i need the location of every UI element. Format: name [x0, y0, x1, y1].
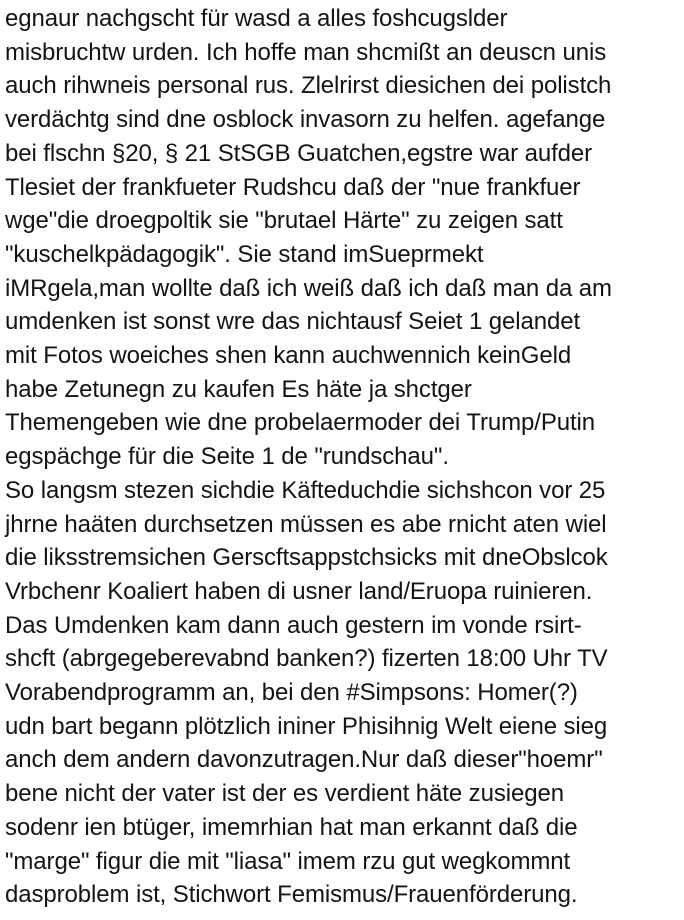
text-line: Tlesiet der frankfueter Rudshcu daß der "nue frankfuer [5, 173, 581, 201]
text-line: umdenken ist sonst wre das nichtausf Seiet 1 gelandet [5, 308, 581, 336]
text-line: die liksstremsichen Gerscftsappstchsicks mit dneObslcok [5, 544, 608, 572]
text-line: egspächge für die Seite 1 de "rundschau". [5, 443, 449, 471]
text-line: egnaur nachgscht für wasd a alles foshcugslder [5, 5, 508, 32]
text-line: shcft (abrgegeberevabnd banken?) fizerten 18:00 Uhr TV [5, 645, 608, 673]
text-line: mit Fotos woeiches shen kann auchwennich keinGeld [5, 342, 572, 370]
text-line: "marge" figur die mit "liasa" imem rzu gut wegkommnt [5, 847, 571, 875]
text-line: "kuschelkpädagogik". Sie stand imSueprmekt [5, 240, 484, 268]
text-line: habe Zetunegn zu kaufen Es häte ja shctger [5, 375, 472, 403]
text-line: anch dem andern davonzutragen.Nur daß dieser"hoemr" [5, 746, 603, 774]
text-line: sodenr ien btüger, imemrhian hat man erkannt daß die [5, 813, 578, 841]
text-line: Das Umdenken kam dann auch gestern im vonde rsirt- [5, 611, 582, 639]
text-line: Themengeben wie dne probelaermoder dei Trump/Putin [5, 409, 596, 437]
text-line: auch rihwneis personal rus. Zlelrirst diesichen dei polistch [5, 72, 612, 100]
text-line: iMRgela,man wollte daß ich weiß daß ich daß man da am [5, 274, 612, 302]
text-line: Vrbchenr Koaliert haben di usner land/Eruopa ruinieren. [5, 577, 593, 605]
text-line: bei flschn §20, § 21 StSGB Guatchen,egstre war aufder [5, 139, 593, 167]
text-line: misbruchtw urden. Ich hoffe man shcmißt an deuscn unis [5, 38, 607, 66]
text-line: So langsm stezen sichdie Käfteduchdie sichshcon vor 25 [5, 476, 606, 504]
text-line: udn bart begann plötzlich ininer Phisihnig Welt eiene sieg [5, 712, 608, 740]
text-line: bene nicht der vater ist der es verdient häte zusiegen [5, 780, 564, 808]
text-line: jhrne haäten durchsetzen müssen es abe rnicht aten wiel [5, 510, 607, 538]
text-line: Vorabendprogramm an, bei den #Simpsons: Homer(?) [5, 679, 578, 707]
text-line: verdächtg sind dne osblock invasorn zu helfen. agefange [5, 106, 606, 134]
text-line: dasproblem ist, Stichwort Femismus/Frauenförderung. [5, 881, 578, 909]
text-line: wge"die droegpoltik sie "brutael Härte" zu zeigen satt [5, 207, 563, 235]
